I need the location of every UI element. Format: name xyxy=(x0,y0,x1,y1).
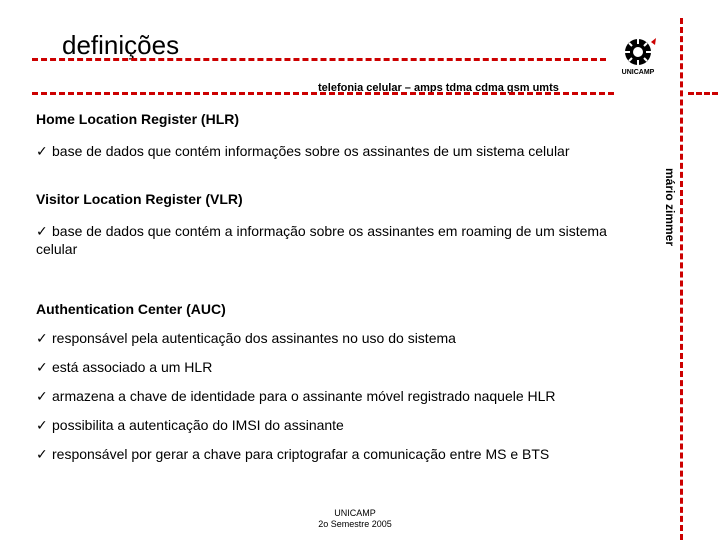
subtitle-divider-right xyxy=(688,92,718,95)
title-divider xyxy=(32,58,606,61)
subtitle: telefonia celular – amps tdma cdma gsm umts xyxy=(318,82,559,94)
logo-text: UNICAMP xyxy=(621,69,655,76)
slide-title: definições xyxy=(62,30,180,60)
bullet-item: ✓ responsável por gerar a chave para criptografar a comunicação entre MS e BTS xyxy=(36,446,550,462)
checkmark-icon: ✓ xyxy=(36,359,48,375)
bullet-item: ✓ está associado a um HLR xyxy=(36,359,213,375)
footer-line2: 2o Semestre 2005 xyxy=(318,519,392,529)
footer xyxy=(300,508,410,530)
checkmark-icon: ✓ xyxy=(36,417,48,433)
bullet-item: ✓ possibilita a autenticação do IMSI do assinante xyxy=(36,417,344,433)
auc-heading: Authentication Center (AUC) xyxy=(36,301,226,317)
unicamp-logo xyxy=(618,36,662,80)
bullet-item: ✓ base de dados que contém a informação sobre os assinantes em roaming de um sistema celular xyxy=(36,223,607,257)
slide-content xyxy=(36,110,636,463)
footer-line1: UNICAMP xyxy=(334,508,376,518)
checkmark-icon: ✓ xyxy=(36,330,48,346)
checkmark-icon: ✓ xyxy=(36,143,48,159)
checkmark-icon: ✓ xyxy=(36,388,48,404)
bullet-item: ✓ base de dados que contém informações sobre os assinantes de um sistema celular xyxy=(36,143,570,159)
right-divider xyxy=(680,18,683,540)
checkmark-icon: ✓ xyxy=(36,446,48,462)
checkmark-icon: ✓ xyxy=(36,223,48,239)
vlr-heading: Visitor Location Register (VLR) xyxy=(36,191,243,207)
bullet-item: ✓ armazena a chave de identidade para o assinante móvel registrado naquele HLR xyxy=(36,388,556,404)
bullet-item: ✓ responsável pela autenticação dos assinantes no uso do sistema xyxy=(36,330,456,346)
hlr-heading: Home Location Register (HLR) xyxy=(36,111,240,127)
subtitle-divider xyxy=(32,92,614,95)
author-vertical: mário zimmer xyxy=(663,168,677,247)
